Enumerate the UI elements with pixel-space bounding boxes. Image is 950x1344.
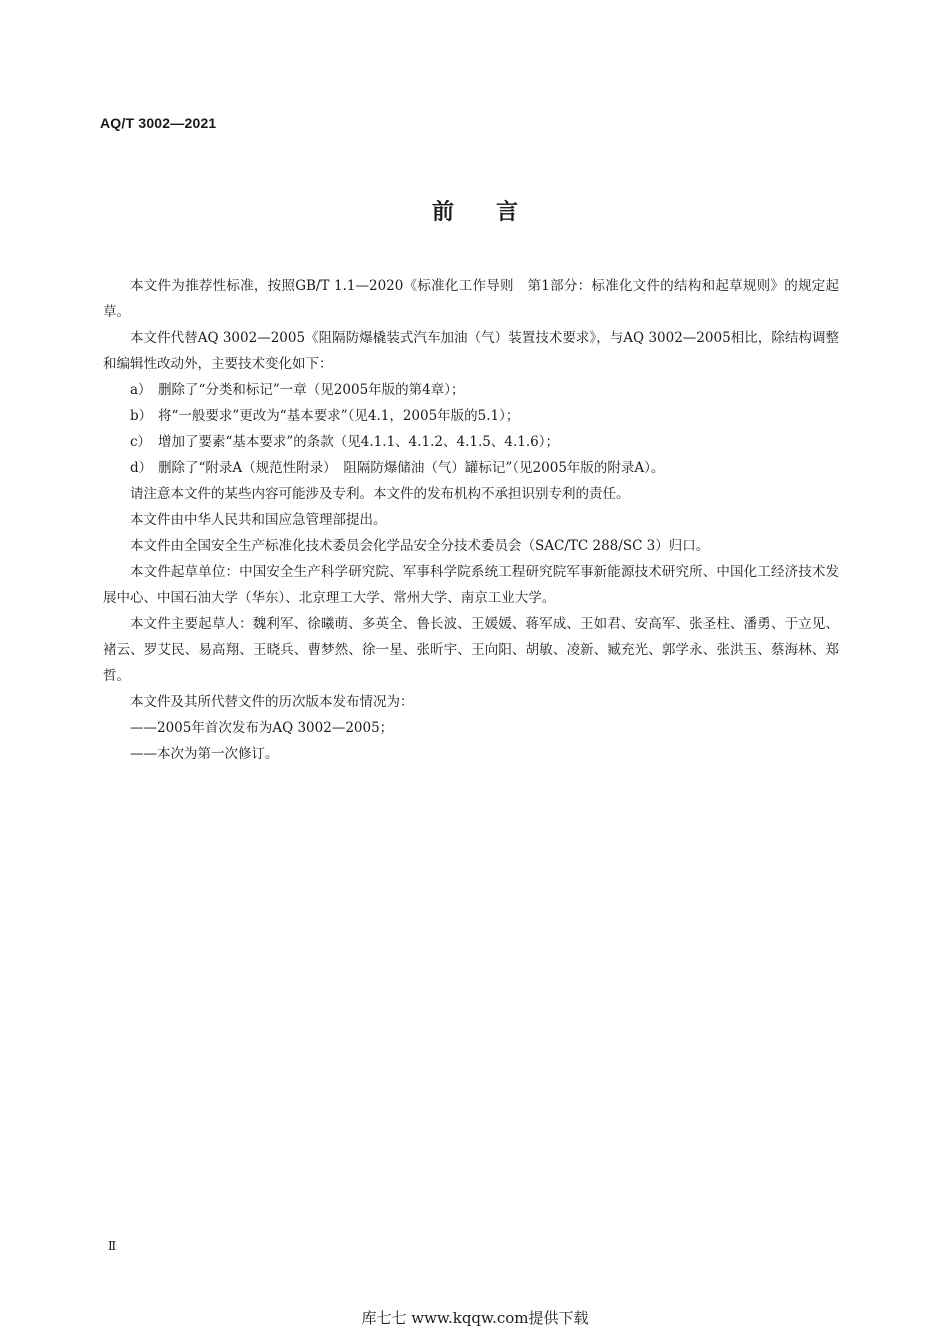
paragraph-drafting-rules: 本文件为推荐性标准，按照GB/T 1.1—2020《标准化工作导则 第1部分：标准化文件的结构和起草规则》的规定起草。 — [103, 278, 839, 320]
change-label: c） — [130, 434, 152, 450]
page-number: Ⅱ — [108, 1239, 117, 1253]
change-text: 删除了“附录A（规范性附录） 阻隔防爆储油（气）罐标记”（见2005年版的附录A）。 — [158, 460, 665, 476]
paragraph-drafters: 本文件主要起草人：魏利军、徐曦萌、多英全、鲁长波、王媛媛、蒋军成、王如君、安高军、张圣柱、潘勇、于立见、褚云、罗艾民、易高翔、王晓兵、曹梦然、徐一星、张昕宇、王向阳、胡敏、凌新、臧充光、郭学永、张洪玉、蔡海林、郑哲。 — [103, 616, 839, 684]
paragraph-proposer: 本文件由中华人民共和国应急管理部提出。 — [130, 512, 387, 528]
paragraph-replacement: 本文件代替AQ 3002—2005《阻隔防爆橇装式汽车加油（气）装置技术要求》，与AQ 3002—2005相比，除结构调整和编辑性改动外，主要技术变化如下： — [103, 330, 839, 372]
paragraph-drafting-units: 本文件起草单位：中国安全生产科学研究院、军事科学院系统工程研究院军事新能源技术研究所、中国化工经济技术发展中心、中国石油大学（华东）、北京理工大学、常州大学、南京工业大学。 — [103, 564, 839, 606]
change-label: d） — [130, 460, 153, 476]
paragraph-committee: 本文件由全国安全生产标准化技术委员会化学品安全分技术委员会（SAC/TC 288/SC 3）归口。 — [130, 538, 710, 554]
change-label: b） — [130, 408, 153, 424]
change-text: 将“一般要求”更改为“基本要求”（见4.1，2005年版的5.1）； — [158, 408, 520, 424]
footer-watermark: 库七七 www.kqqw.com提供下载 — [361, 1309, 589, 1327]
change-text: 删除了“分类和标记”一章（见2005年版的第4章）； — [158, 382, 465, 398]
change-label: a） — [130, 382, 152, 398]
paragraph-patent-notice: 请注意本文件的某些内容可能涉及专利。本文件的发布机构不承担识别专利的责任。 — [130, 486, 630, 502]
change-item-b — [103, 403, 839, 429]
page-title: 前言 — [431, 200, 560, 225]
change-item-c — [103, 429, 839, 455]
change-item-a — [103, 377, 839, 403]
paragraph-history-intro: 本文件及其所代替文件的历次版本发布情况为： — [130, 694, 414, 710]
standard-code: AQ/T 3002—2021 — [100, 115, 217, 131]
history-item: ——本次为第一次修订。 — [130, 746, 279, 762]
change-item-d — [103, 455, 839, 481]
history-item: ——2005年首次发布为AQ 3002—2005； — [130, 720, 394, 736]
change-text: 增加了要素“基本要求”的条款（见4.1.1、4.1.2、4.1.5、4.1.6）； — [158, 434, 559, 450]
foreword-body — [103, 273, 839, 767]
